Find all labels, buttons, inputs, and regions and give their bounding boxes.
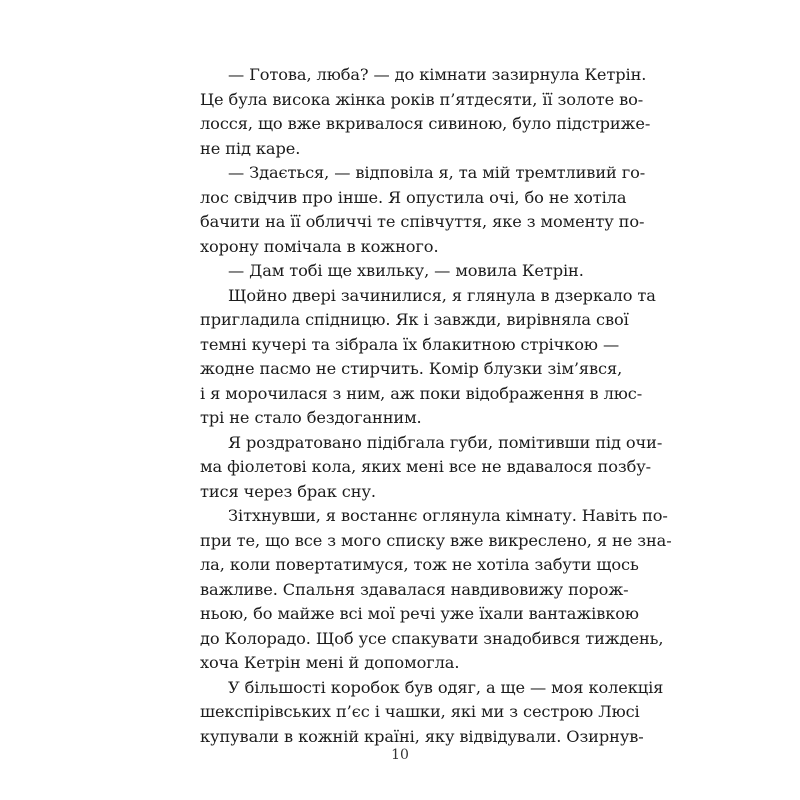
text-line: ла, коли повертатимуся, тож не хотіла забути щось (200, 555, 639, 574)
text-line: темні кучері та зібрала їх блакитною стрічкою — (200, 334, 620, 354)
text-line: пригладила спідницю. Як і завжди, вирівняла свої (200, 310, 629, 329)
text-line: — Дам тобі ще хвильку, — мовила Кетрін. (228, 261, 584, 280)
text-line: тися через брак сну. (200, 481, 376, 501)
text-line: до Колорадо. Щоб усе спакувати знадобився тиждень, (200, 628, 664, 648)
text-line: жодне пасмо не стирчить. Комір блузки зім’явся, (200, 359, 623, 378)
text-line: лос свідчив про інше. Я опустила очі, бо не хотіла (200, 187, 627, 207)
text-line: важливе. Спальня здавалася навдивовижу порож- (200, 579, 629, 599)
text-line: У більшості коробок був одяг, а ще — моя колекція (228, 677, 664, 697)
text-line: трі не стало бездоганним. (200, 408, 422, 427)
text-line: купували в кожній країні, яку відвідували. Озирнув- (200, 726, 644, 746)
text-line: Щойно двері зачинилися, я глянула в дзеркало та (228, 285, 656, 305)
text-line: при те, що все з мого списку вже викреслено, я не зна- (200, 530, 672, 550)
body-text (200, 63, 672, 749)
text-line: Зітхнувши, я востаннє оглянула кімнату. Навіть по- (228, 506, 668, 525)
text-line: і я морочилася з ним, аж поки відображення в люс- (200, 383, 643, 403)
text-line: лосся, що вже вкривалося сивиною, було підстриже- (200, 114, 651, 133)
text-line: Я роздратовано підібгала губи, помітивши під очи- (228, 432, 663, 452)
text-line: хоча Кетрін мені й допомогла. (200, 653, 460, 672)
text-line: — Готова, люба? — до кімнати зазирнула Кетрін. (228, 65, 647, 84)
text-line: ньою, бо майже всі мої речі уже їхали вантажівкою (200, 604, 639, 623)
text-line: шекспірівських п’єс і чашки, які ми з сестрою Люсі (200, 702, 640, 721)
text-line: Це була висока жінка років п’ятдесяти, її золоте во- (200, 89, 644, 109)
text-line: хорону помічала в кожного. (200, 236, 439, 256)
text-line: ма фіолетові кола, яких мені все не вдавалося позбу- (200, 457, 652, 476)
page-number: 10 (391, 747, 409, 763)
text-line: бачити на її обличчі те співчуття, яке з моменту по- (200, 212, 645, 231)
text-line: — Здається, — відповіла я, та мій тремтливий го- (228, 163, 646, 182)
text-line: не під каре. (200, 138, 301, 158)
